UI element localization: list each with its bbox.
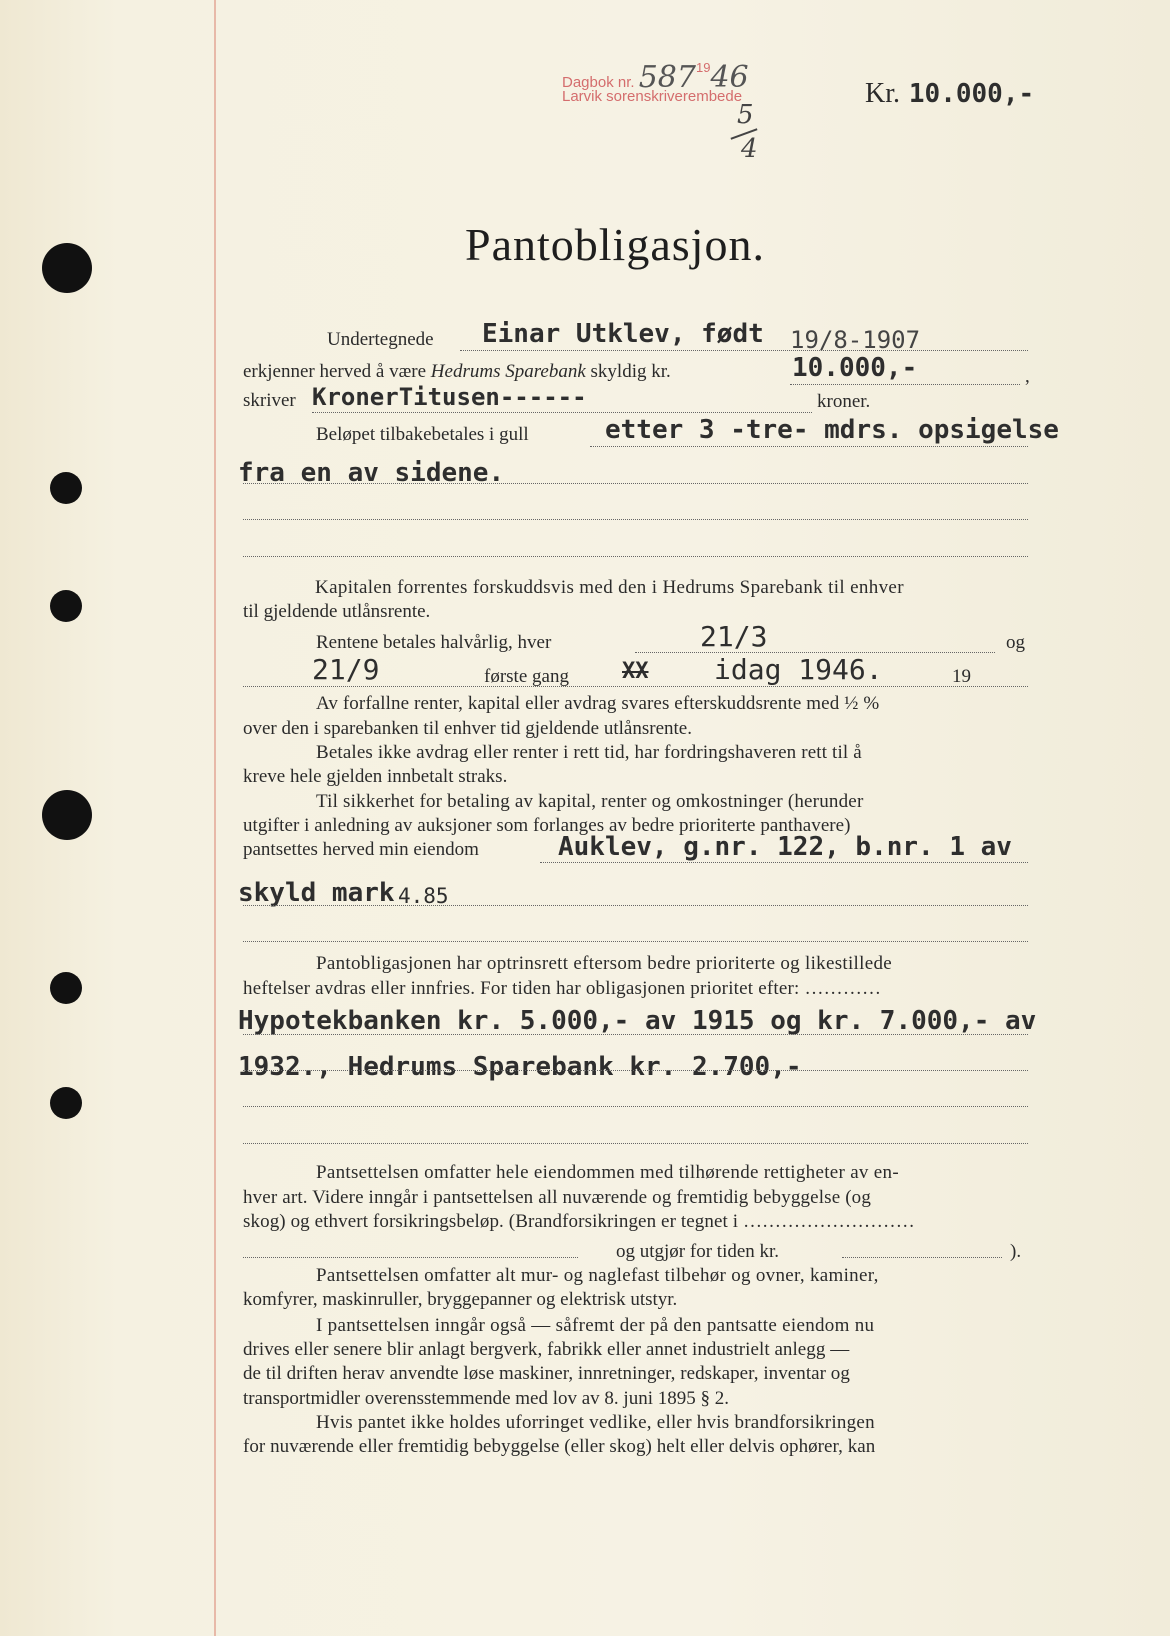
amount-header-value: 10.000,- [908,79,1035,109]
interest-text-1: Kapitalen forrentes forskuddsvis med den i Hedrums Sparebank til enhver [315,577,904,598]
debt-amount: 10.000,- [792,353,918,383]
fill-line [312,412,812,413]
interest-text-7: Til sikkerhet for betaling av kapital, renter og omkostninger (herunder [316,791,864,812]
scope-text-8: drives eller senere blir anlagt bergverk, fabrikk eller annet industrielt anlegg — [243,1339,850,1360]
amount-header-label: Kr. [865,78,900,109]
margin-rule [214,0,216,1636]
interest-forste-gang: første gang [484,666,569,687]
interest-text-3: Av forfallne renter, kapital eller avdrag svares efterskuddsrente med ½ % [316,693,880,714]
repayment-terms-2: fra en av sidene. [238,458,505,488]
interest-first-date: idag 1946. [714,653,883,686]
erkjenner-text: erkjenner herved å være [243,361,427,382]
punch-hole [50,972,82,1004]
scope-text-1: Pantsettelsen omfatter hele eiendommen med tilhørende rettigheter av en- [316,1162,899,1183]
scope-text-2: hver art. Videre inngår i pantsettelsen all nuværende og fremtidig bebyggelse (og [243,1187,871,1208]
priority-text-2: heftelser avdras eller innfries. For tiden har obligasjonen prioritet efter: ………… [243,978,882,999]
fill-line [243,686,1028,687]
property-skyld-value: 4.85 [398,884,449,908]
priority-entry-1: Hypotekbanken kr. 5.000,- av 1915 og kr. 7.000,- av [238,1006,1037,1036]
interest-text-5: Betales ikke avdrag eller renter i rett tid, har fordringshaveren rett til å [316,742,862,763]
stamp-office: Larvik sorenskriverembede [562,88,743,105]
comma: , [1025,366,1030,387]
fill-line [243,519,1028,520]
punch-hole [50,1087,82,1119]
fill-line [243,483,1028,484]
scope-text-4: og utgjør for tiden kr. [616,1241,780,1262]
scope-text-6: komfyrer, maskinruller, bryggepanner og elektrisk utstyr. [243,1289,678,1310]
scope-text-5: Pantsettelsen omfatter alt mur- og naglefast tilbehør og ovner, kaminer, [316,1265,879,1286]
fill-line [243,1143,1028,1144]
document-title: Pantobligasjon. [465,219,765,270]
fill-line [243,1070,1028,1071]
interest-date-2: 21/9 [312,653,380,686]
priority-entry-2: 1932., Hedrums Sparebank kr. 2.700,- [238,1052,802,1082]
fill-line [540,862,1028,863]
scope-text-11: Hvis pantet ikke holdes uforringet vedlike, eller hvis brandforsikringen [316,1412,875,1433]
property-description-1: Auklev, g.nr. 122, b.nr. 1 av [558,832,1012,862]
label-belopet: Beløpet tilbakebetales i gull [316,424,529,445]
fill-line [243,1257,578,1258]
repayment-terms-1: etter 3 -tre- mdrs. opsigelse [605,415,1059,445]
scope-text-10: transportmidler overensstemmende med lov av 8. juni 1895 § 2. [243,1388,729,1409]
scope-text-4b: ). [1010,1241,1022,1262]
priority-text-1: Pantobligasjonen har optrinsrett eftersom bedre prioriterte og likestillede [316,953,892,974]
scope-text-7: I pantsettelsen inngår også — såfremt der på den pantsatte eiendom nu [316,1315,875,1336]
bank-name-italic: Hedrums Sparebank [430,361,586,382]
fill-line [460,350,1028,351]
interest-text-8: utgifter i anledning av auksjoner som forlanges av bedre prioriterte panthavere) [243,815,851,836]
fill-line [243,941,1028,942]
property-description-2: skyld mark [238,878,395,908]
interest-og: og [1006,632,1025,653]
label-kroner: kroner. [817,391,871,412]
fill-line [842,1257,1002,1258]
punch-hole [50,590,82,622]
fill-line [243,1034,1028,1035]
scope-text-9: de til driften herav anvendte løse maskiner, innretninger, redskaper, inventar og [243,1363,850,1384]
interest-text-4: over den i sparebanken til enhver tid gjeldende utlånsrente. [243,718,692,739]
stamp-number: 587 [638,60,696,95]
interest-halvarlig: Rentene betales halvårlig, hver [316,632,552,653]
stamp-fraction-top: 5 [737,100,754,130]
label-erkjenner [243,361,671,383]
fill-line [243,1106,1028,1107]
scope-text-12: for nuværende eller fremtidig bebyggelse (eller skog) helt eller delvis ophører, kan [243,1436,876,1457]
fill-line [243,905,1028,906]
label-undertegnede: Undertegnede [327,329,434,350]
interest-text-9: pantsettes herved min eiendom [243,839,479,860]
interest-text-2: til gjeldende utlånsrente. [243,601,431,622]
stamp-year: 46 [710,60,749,95]
skyldig-text: skyldig kr. [590,361,671,382]
debtor-name: Einar Utklev, født [482,319,764,349]
punch-hole [50,472,82,504]
interest-19: 19 [952,666,971,687]
punch-hole [42,243,92,293]
label-skriver: skriver [243,390,296,411]
amount-in-words: KronerTitusen------ [312,383,587,411]
stamp-fraction-bottom: 4 [741,134,758,164]
fill-line [243,556,1028,557]
fill-line [590,446,1028,447]
interest-text-6: kreve hele gjelden innbetalt straks. [243,766,508,787]
stamp-year-prefix: 19 [695,60,711,75]
struck-out-text: XX [622,659,649,684]
amount-header [865,76,1034,110]
punch-hole [42,790,92,840]
scope-text-3: skog) og ethvert forsikringsbeløp. (Brandforsikringen er tegnet i ……………………… [243,1211,915,1232]
interest-date-1: 21/3 [700,620,768,653]
fill-line [790,384,1020,385]
debtor-birthdate: 19/8-1907 [790,326,921,354]
stamp-prefix: Dagbok nr. [562,74,635,91]
